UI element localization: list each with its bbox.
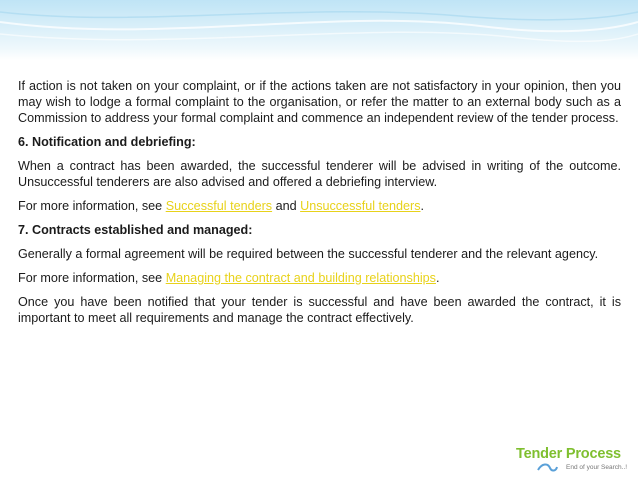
more-info-suffix: . bbox=[435, 271, 440, 285]
header-band bbox=[0, 0, 638, 60]
more-info-suffix: . bbox=[420, 199, 425, 213]
link-managing-contract[interactable]: Managing the contract and building relationships bbox=[165, 271, 436, 285]
link-unsuccessful-tenders[interactable]: Unsuccessful tenders bbox=[300, 199, 421, 213]
more-info-prefix: For more information, see bbox=[18, 271, 166, 285]
heading-contracts: 7. Contracts established and managed: bbox=[18, 223, 253, 237]
header-wave-decoration bbox=[0, 0, 638, 60]
paragraph-complaint: If action is not taken on your complaint, or if the actions taken are not satisfactory in your opinion, then you may wish to lodge a formal complaint to the organisation, or refer the matter to an external body such as a Commission to address your formal complaint and commence an independent review of the tender process. bbox=[18, 79, 621, 125]
logo-tagline: End of your Search..! bbox=[566, 464, 628, 471]
logo-swirl-icon bbox=[536, 462, 558, 474]
paragraph-awarded: Once you have been notified that your tender is successful and have been awarded the contract, it is important to meet all requirements and manage the contract effectively. bbox=[18, 295, 621, 325]
logo-name: Tender Process bbox=[516, 446, 621, 462]
more-info-tenders bbox=[18, 198, 621, 214]
tender-process-logo bbox=[508, 446, 636, 476]
more-info-contract bbox=[18, 270, 621, 286]
link-successful-tenders[interactable]: Successful tenders bbox=[165, 199, 273, 213]
document-body bbox=[18, 78, 621, 334]
more-info-middle: and bbox=[272, 199, 301, 213]
more-info-prefix: For more information, see bbox=[18, 199, 166, 213]
heading-notification: 6. Notification and debriefing: bbox=[18, 135, 196, 149]
paragraph-notification: When a contract has been awarded, the successful tenderer will be advised in writing of the outcome. Unsuccessful tenderers are also advised and offered a debriefing interview. bbox=[18, 159, 621, 189]
paragraph-agreement: Generally a formal agreement will be required between the successful tenderer and the relevant agency. bbox=[18, 247, 599, 261]
